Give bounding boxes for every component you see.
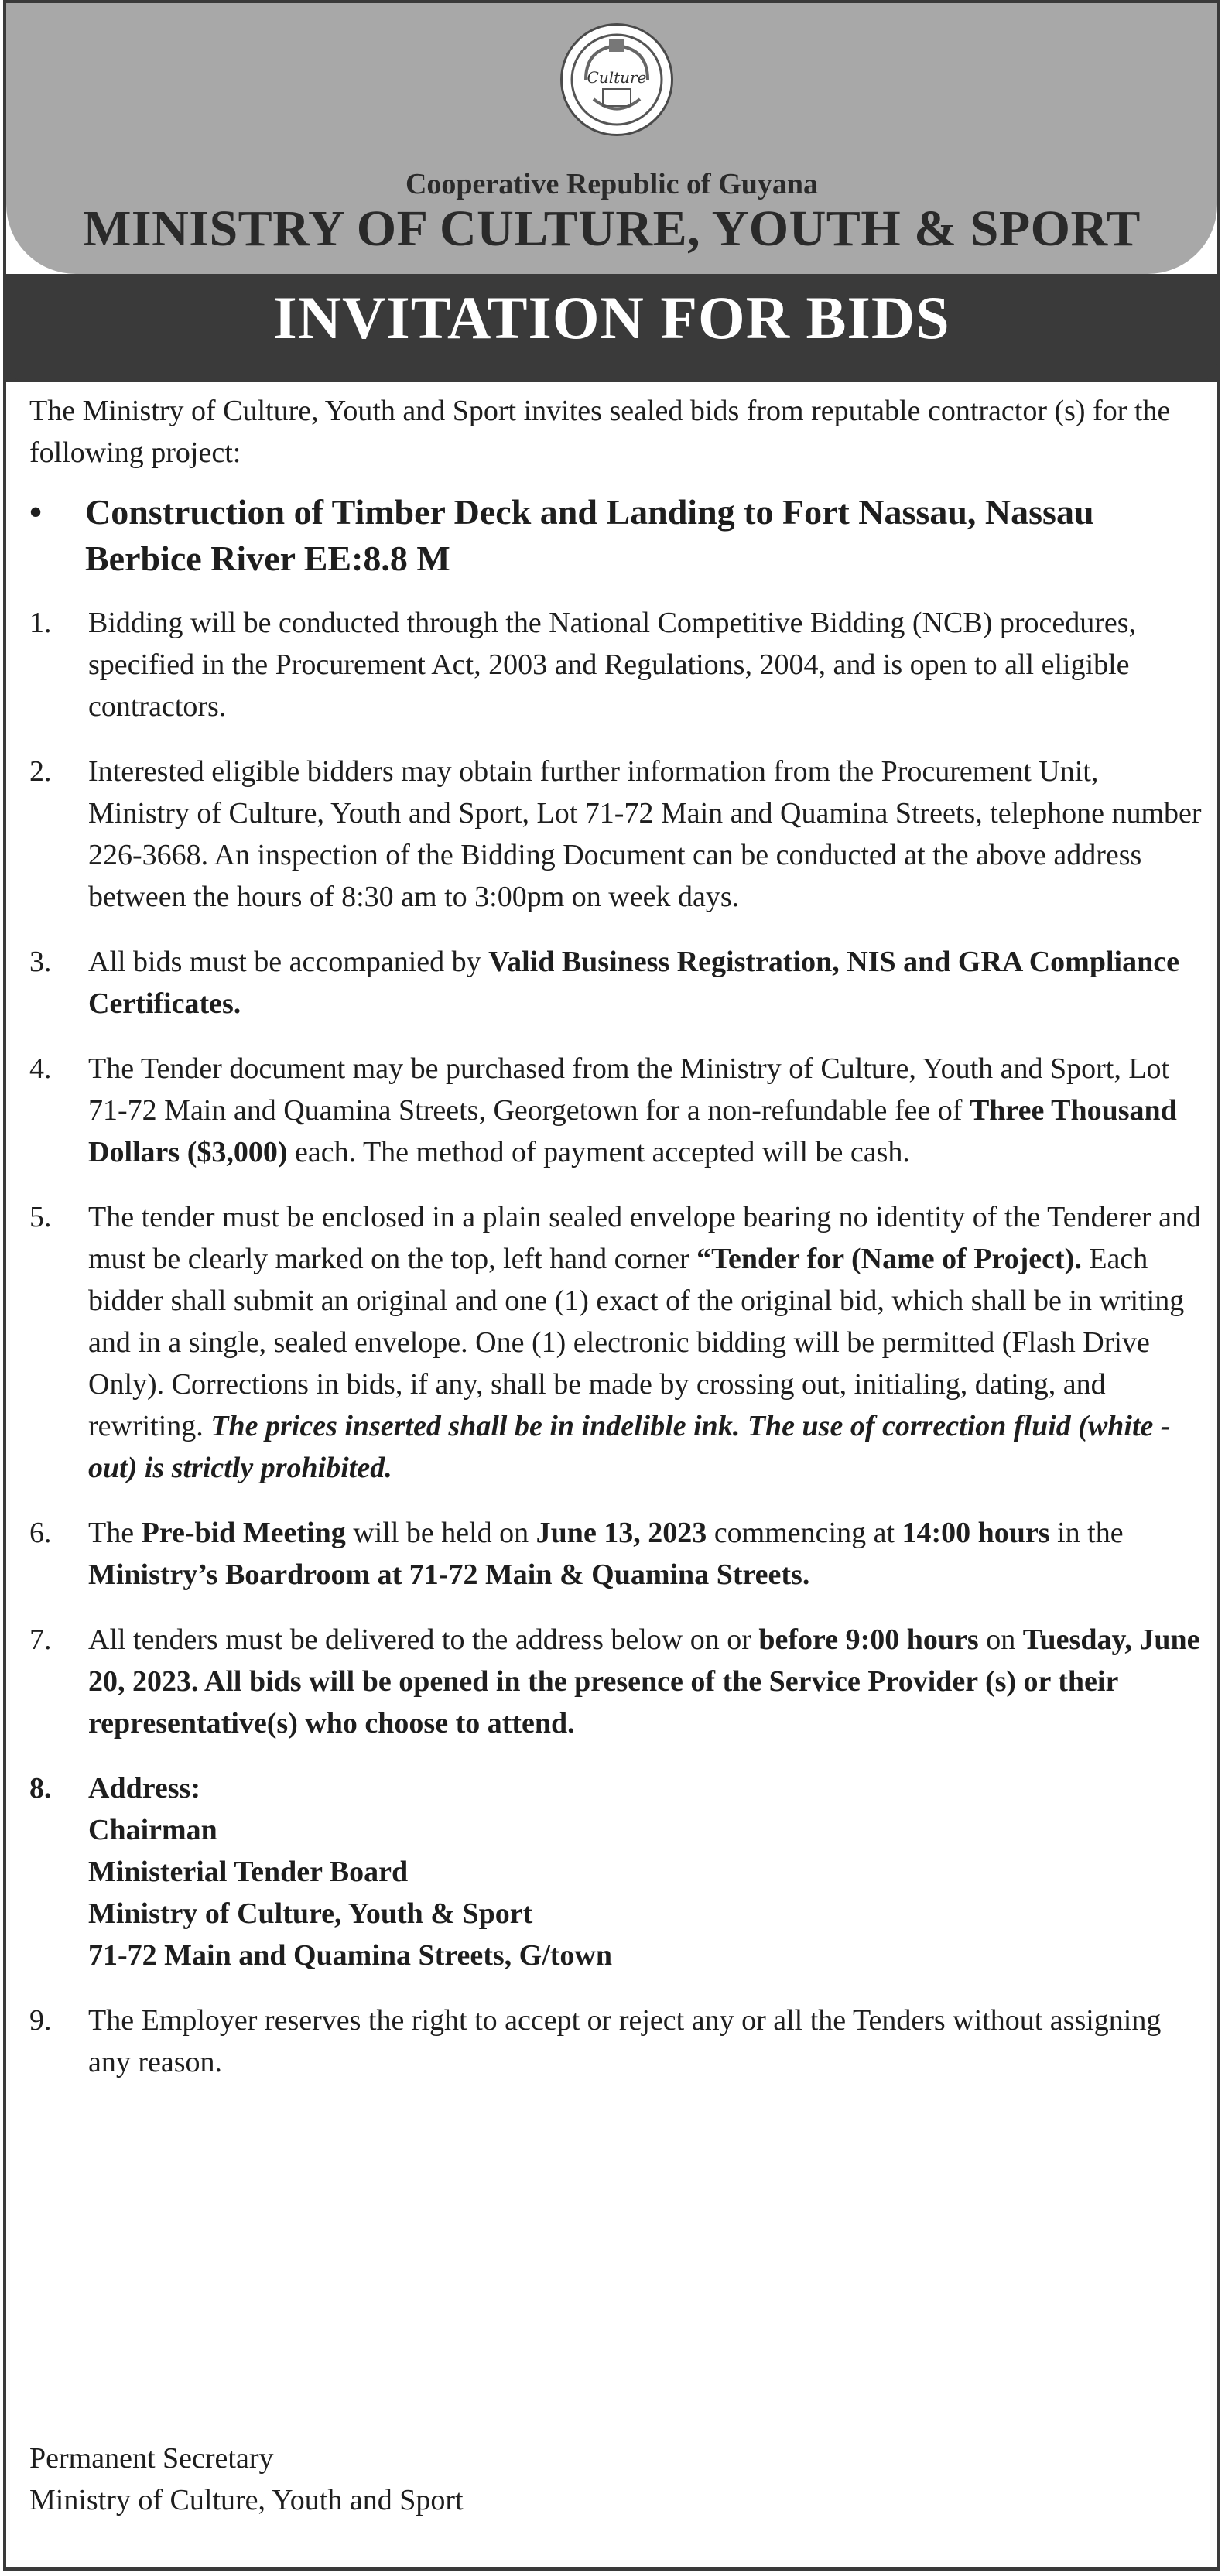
item-number: 6. (29, 1517, 52, 1549)
item-text-plain: Each bidder shall submit an original and one (1) exact of the original bid, which shall be in writing and in a single, sealed envelope. One (1) electronic bidding will be permitted (Flash Drive Only). Corrections in bids, if any, shall be made by crossing out, initialing, dating, and rewriting. (88, 1243, 1185, 1442)
list-item (29, 1619, 1206, 1744)
item-number: 3. (29, 946, 52, 978)
item-text-bold: June 13, 2023 (536, 1517, 707, 1549)
item-number: 2. (29, 755, 52, 788)
item-text-bold: Ministry’s Boardroom at 71-72 Main & Quamina Streets. (88, 1558, 810, 1591)
item-text-plain: The tender must be enclosed in a plain sealed envelope bearing no identity of the Tenderer and must be clearly marked on the top, left hand corner (88, 1201, 1202, 1275)
signoff (29, 2437, 464, 2521)
item-text-bold-italic: The prices inserted shall be in indelible ink. The use of correction fluid (white -out) is strictly prohibited. (88, 1410, 1171, 1484)
signoff-title: Permanent Secretary (29, 2442, 274, 2475)
item-text (88, 1196, 1206, 1489)
item-text-plain: All tenders must be delivered to the address below on or (88, 1623, 759, 1656)
list-item (29, 1048, 1206, 1173)
item-text: The Employer reserves the right to accept or reject any or all the Tenders without assigning any reason. (88, 2004, 1162, 2078)
intro-paragraph: The Ministry of Culture, Youth and Sport invites sealed bids from reputable contractor (s) for the following project: (29, 395, 1171, 469)
item-text-bold: Tuesday, June 20, 2023. All bids will be opened in the presence of the Service Provider (s) or their representative(s) who choose to attend. (88, 1623, 1200, 1740)
item-text (88, 1512, 1206, 1596)
item-text (88, 941, 1206, 1025)
project-bullet (29, 489, 1206, 582)
item-number: 5. (29, 1201, 52, 1233)
advert-body (29, 390, 1206, 2106)
banner-title: INVITATION FOR BIDS (273, 284, 950, 351)
list-item (29, 2000, 1206, 2083)
item-text (88, 1619, 1206, 1744)
item-text-plain: on (978, 1623, 1023, 1656)
ministry-logo-icon (560, 23, 673, 136)
address-line: Ministerial Tender Board (88, 1856, 409, 1888)
list-item (29, 751, 1206, 918)
ministry-name: MINISTRY OF CULTURE, YOUTH & SPORT (83, 200, 1141, 257)
item-number: 1. (29, 607, 52, 639)
address-line: 71-72 Main and Quamina Streets, G/town (88, 1939, 613, 1972)
item-text-bold: “Tender for (Name of Project). (696, 1243, 1082, 1275)
item-text: Interested eligible bidders may obtain further information from the Procurement Unit, Ministry of Culture, Youth and Sport, Lot 71-72 Main and Quamina Streets, telephone number 226-3668. An inspection of the Bidding Document can be conducted at the above address between the hours of 8:30 am to 3:00pm on week days. (88, 755, 1202, 913)
item-number: 7. (29, 1623, 52, 1656)
item-text-bold: Pre-bid Meeting (141, 1517, 346, 1549)
item-number: 8. (29, 1772, 52, 1805)
item-text-bold: before 9:00 hours (758, 1623, 979, 1656)
address-line: Ministry of Culture, Youth & Sport (88, 1897, 533, 1930)
signoff-ministry: Ministry of Culture, Youth and Sport (29, 2484, 464, 2516)
list-item (29, 602, 1206, 727)
address-block (88, 1767, 1206, 1976)
list-item (29, 941, 1206, 1025)
item-number: 4. (29, 1052, 52, 1085)
item-text-plain: The (88, 1517, 142, 1549)
country-name: Cooperative Republic of Guyana (405, 168, 819, 200)
logo-text: Culture (587, 68, 647, 87)
item-text-plain: each. The method of payment accepted will be cash. (287, 1136, 910, 1168)
address-line: Address: (88, 1772, 200, 1805)
item-text: Bidding will be conducted through the National Competitive Bidding (NCB) procedures, specified in the Procurement Act, 2003 and Regulations, 2004, and is open to all eligible contractors. (88, 607, 1137, 723)
item-text-bold: Valid Business Registration, NIS and GRA Compliance Certificates. (88, 946, 1179, 1020)
item-text-plain: in the (1049, 1517, 1124, 1549)
item-text-plain: commencing at (707, 1517, 902, 1549)
address-line: Chairman (88, 1814, 217, 1846)
list-item (29, 1512, 1206, 1596)
item-text (88, 1048, 1206, 1173)
item-text-plain: The Tender document may be purchased from the Ministry of Culture, Youth and Sport, Lot 71-72 Main and Quamina Streets, Georgetown for a non-refundable fee of (88, 1052, 1170, 1127)
project-title: Construction of Timber Deck and Landing to Fort Nassau, Nassau Berbice River EE:8.8 M (85, 492, 1094, 578)
item-text-plain: will be held on (345, 1517, 536, 1549)
list-item (29, 1196, 1206, 1489)
item-text-plain: All bids must be accompanied by (88, 946, 489, 978)
list-item (29, 1767, 1206, 1976)
item-number: 9. (29, 2004, 52, 2037)
bullet-marker: • (29, 492, 43, 532)
item-text-bold: Three Thousand Dollars ($3,000) (88, 1094, 1177, 1168)
item-text-bold: 14:00 hours (902, 1517, 1050, 1549)
advert-frame (3, 0, 1220, 2571)
